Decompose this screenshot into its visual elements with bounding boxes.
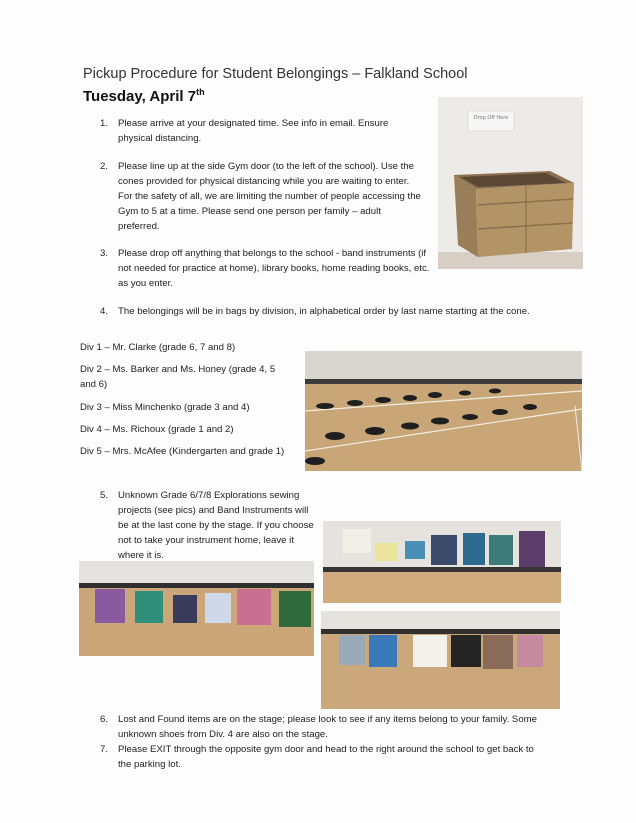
- page-title: Pickup Procedure for Student Belongings – Falkland School: [83, 66, 468, 82]
- step-5-text: Unknown Grade 6/7/8 Explorations sewing projects (see pics) and Band Instruments will be at the last cone by the stage. If you choose not to take your instrument home, leave it where it is.: [118, 490, 314, 561]
- step-4: 4. The belongings will be in bags by division, in alphabetical order by last name starting at the cone.: [100, 306, 530, 317]
- step-6: 6. Lost and Found items are on the stage; please look to see if any items belong to your family. Some unknown shoes from Div. 4 are also on the stage.: [100, 714, 537, 740]
- gym-bags-photo: [305, 351, 582, 471]
- division-4: Div 4 – Ms. Richoux (grade 1 and 2): [80, 424, 234, 435]
- division-1: Div 1 – Mr. Clarke (grade 6, 7 and 8): [80, 342, 236, 353]
- division-5: Div 5 – Mrs. McAfee (Kindergarten and grade 1): [80, 446, 285, 457]
- sewing-projects-photo-1: [79, 561, 314, 656]
- step-5: 5.: [100, 490, 109, 501]
- step-7: 7. Please EXIT through the opposite gym door and head to the right around the school to get back to the parking lot.: [100, 744, 534, 770]
- division-3: Div 3 – Miss Minchenko (grade 3 and 4): [80, 402, 250, 413]
- division-2: Div 2 – Ms. Barker and Ms. Honey (grade 4, 5 and 6): [80, 364, 276, 390]
- band-instruments-photo: [323, 521, 561, 603]
- sewing-projects-photo-2: [321, 611, 560, 709]
- step-2: 2. Please line up at the side Gym door (to the left of the school). Use the cones provided for physical distancing while you are waiting to enter. For the safety of all, we are limiting the number of people accessing the Gym to 5 at a time. Please send one person per family – adult preferred.: [100, 161, 421, 232]
- page-date: Tuesday, April 7th: [83, 87, 205, 105]
- dropoff-sign-text: Drop Off Here: [473, 115, 509, 121]
- step-1: 1. Please arrive at your designated time. See info in email. Ensure physical distancing.: [100, 118, 389, 144]
- dropoff-crate-photo: [438, 97, 583, 269]
- step-3: 3. Please drop off anything that belongs to the school - band instruments (if not needed for practice at home), library books, home reading books, etc. as you enter.: [100, 248, 430, 289]
